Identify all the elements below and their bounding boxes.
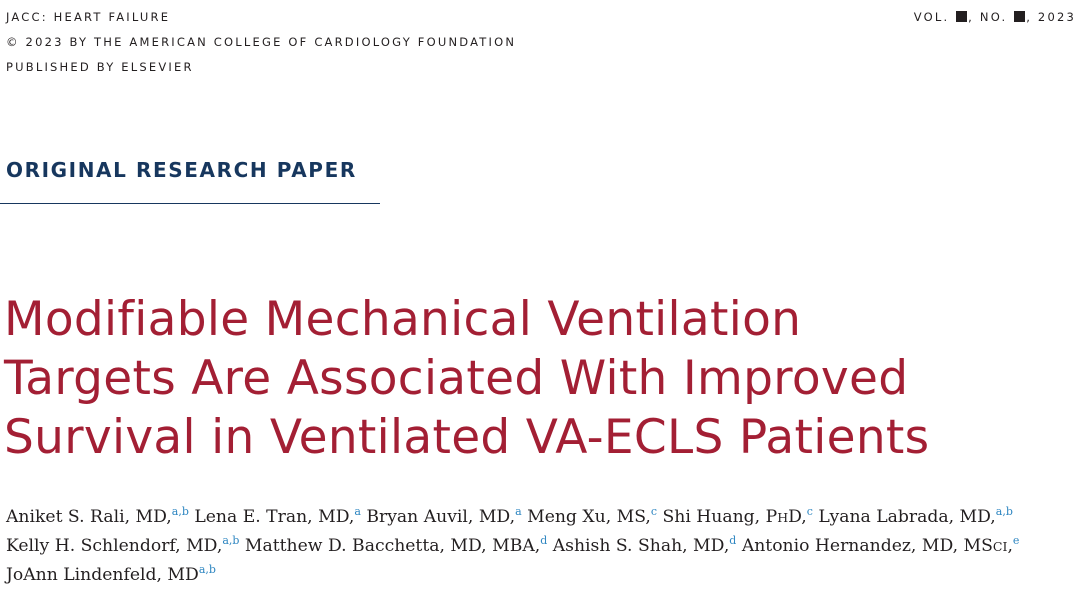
issue-redacted-mark [1014, 11, 1025, 22]
author: Bryan Auvil, MD, [366, 507, 516, 527]
issue-label: NO. [979, 10, 1008, 24]
title-line-3: Survival in Ventilated VA-ECLS Patients [4, 410, 930, 465]
article-title [4, 290, 1074, 467]
author: Lyana Labrada, MD, [818, 507, 996, 527]
author: Shi Huang, PHD, [662, 507, 807, 527]
author-list [6, 503, 1080, 590]
affiliation-link[interactable]: c [650, 505, 658, 518]
affiliation-link[interactable]: e [1012, 534, 1020, 547]
affiliation-link[interactable]: a [354, 505, 361, 518]
year: 2023 [1037, 10, 1076, 24]
author: Antonio Hernandez, MD, MSCI, [741, 536, 1013, 556]
section-divider [0, 203, 380, 204]
author: Matthew D. Bacchetta, MD, MBA, [244, 536, 541, 556]
author: Ashish S. Shah, MD, [552, 536, 730, 556]
author-line-3 [6, 561, 1080, 590]
author: Lena E. Tran, MD, [194, 507, 355, 527]
journal-name: JACC: HEART FAILURE [6, 10, 171, 24]
affiliation-link[interactable]: c [806, 505, 813, 518]
author: Meng Xu, MS, [527, 507, 651, 527]
affiliation-link[interactable]: a,b [995, 505, 1013, 518]
section-label: ORIGINAL RESEARCH PAPER [6, 158, 357, 182]
author: Kelly H. Schlendorf, MD, [6, 536, 223, 556]
affiliation-link[interactable]: a [515, 505, 522, 518]
affiliation-link[interactable]: d [540, 534, 548, 547]
affiliation-link[interactable]: a,b [222, 534, 240, 547]
author: JoAnn Lindenfeld, MD [6, 565, 199, 585]
publisher-line: PUBLISHED BY ELSEVIER [6, 60, 194, 74]
author-line-1 [6, 503, 1080, 532]
volume-redacted-mark [956, 11, 967, 22]
affiliation-link[interactable]: d [729, 534, 737, 547]
title-line-2: Targets Are Associated With Improved [4, 351, 909, 406]
author: Aniket S. Rali, MD, [6, 507, 172, 527]
affiliation-link[interactable]: a,b [198, 563, 216, 576]
copyright-line: © 2023 BY THE AMERICAN COLLEGE OF CARDIOLOGY FOUNDATION [6, 35, 517, 49]
volume-label: VOL. [913, 10, 950, 24]
author-line-2 [6, 532, 1080, 561]
volume-issue: VOL. , NO. , 2023 [913, 10, 1076, 24]
affiliation-link[interactable]: a,b [171, 505, 189, 518]
title-line-1: Modifiable Mechanical Ventilation [4, 292, 802, 347]
